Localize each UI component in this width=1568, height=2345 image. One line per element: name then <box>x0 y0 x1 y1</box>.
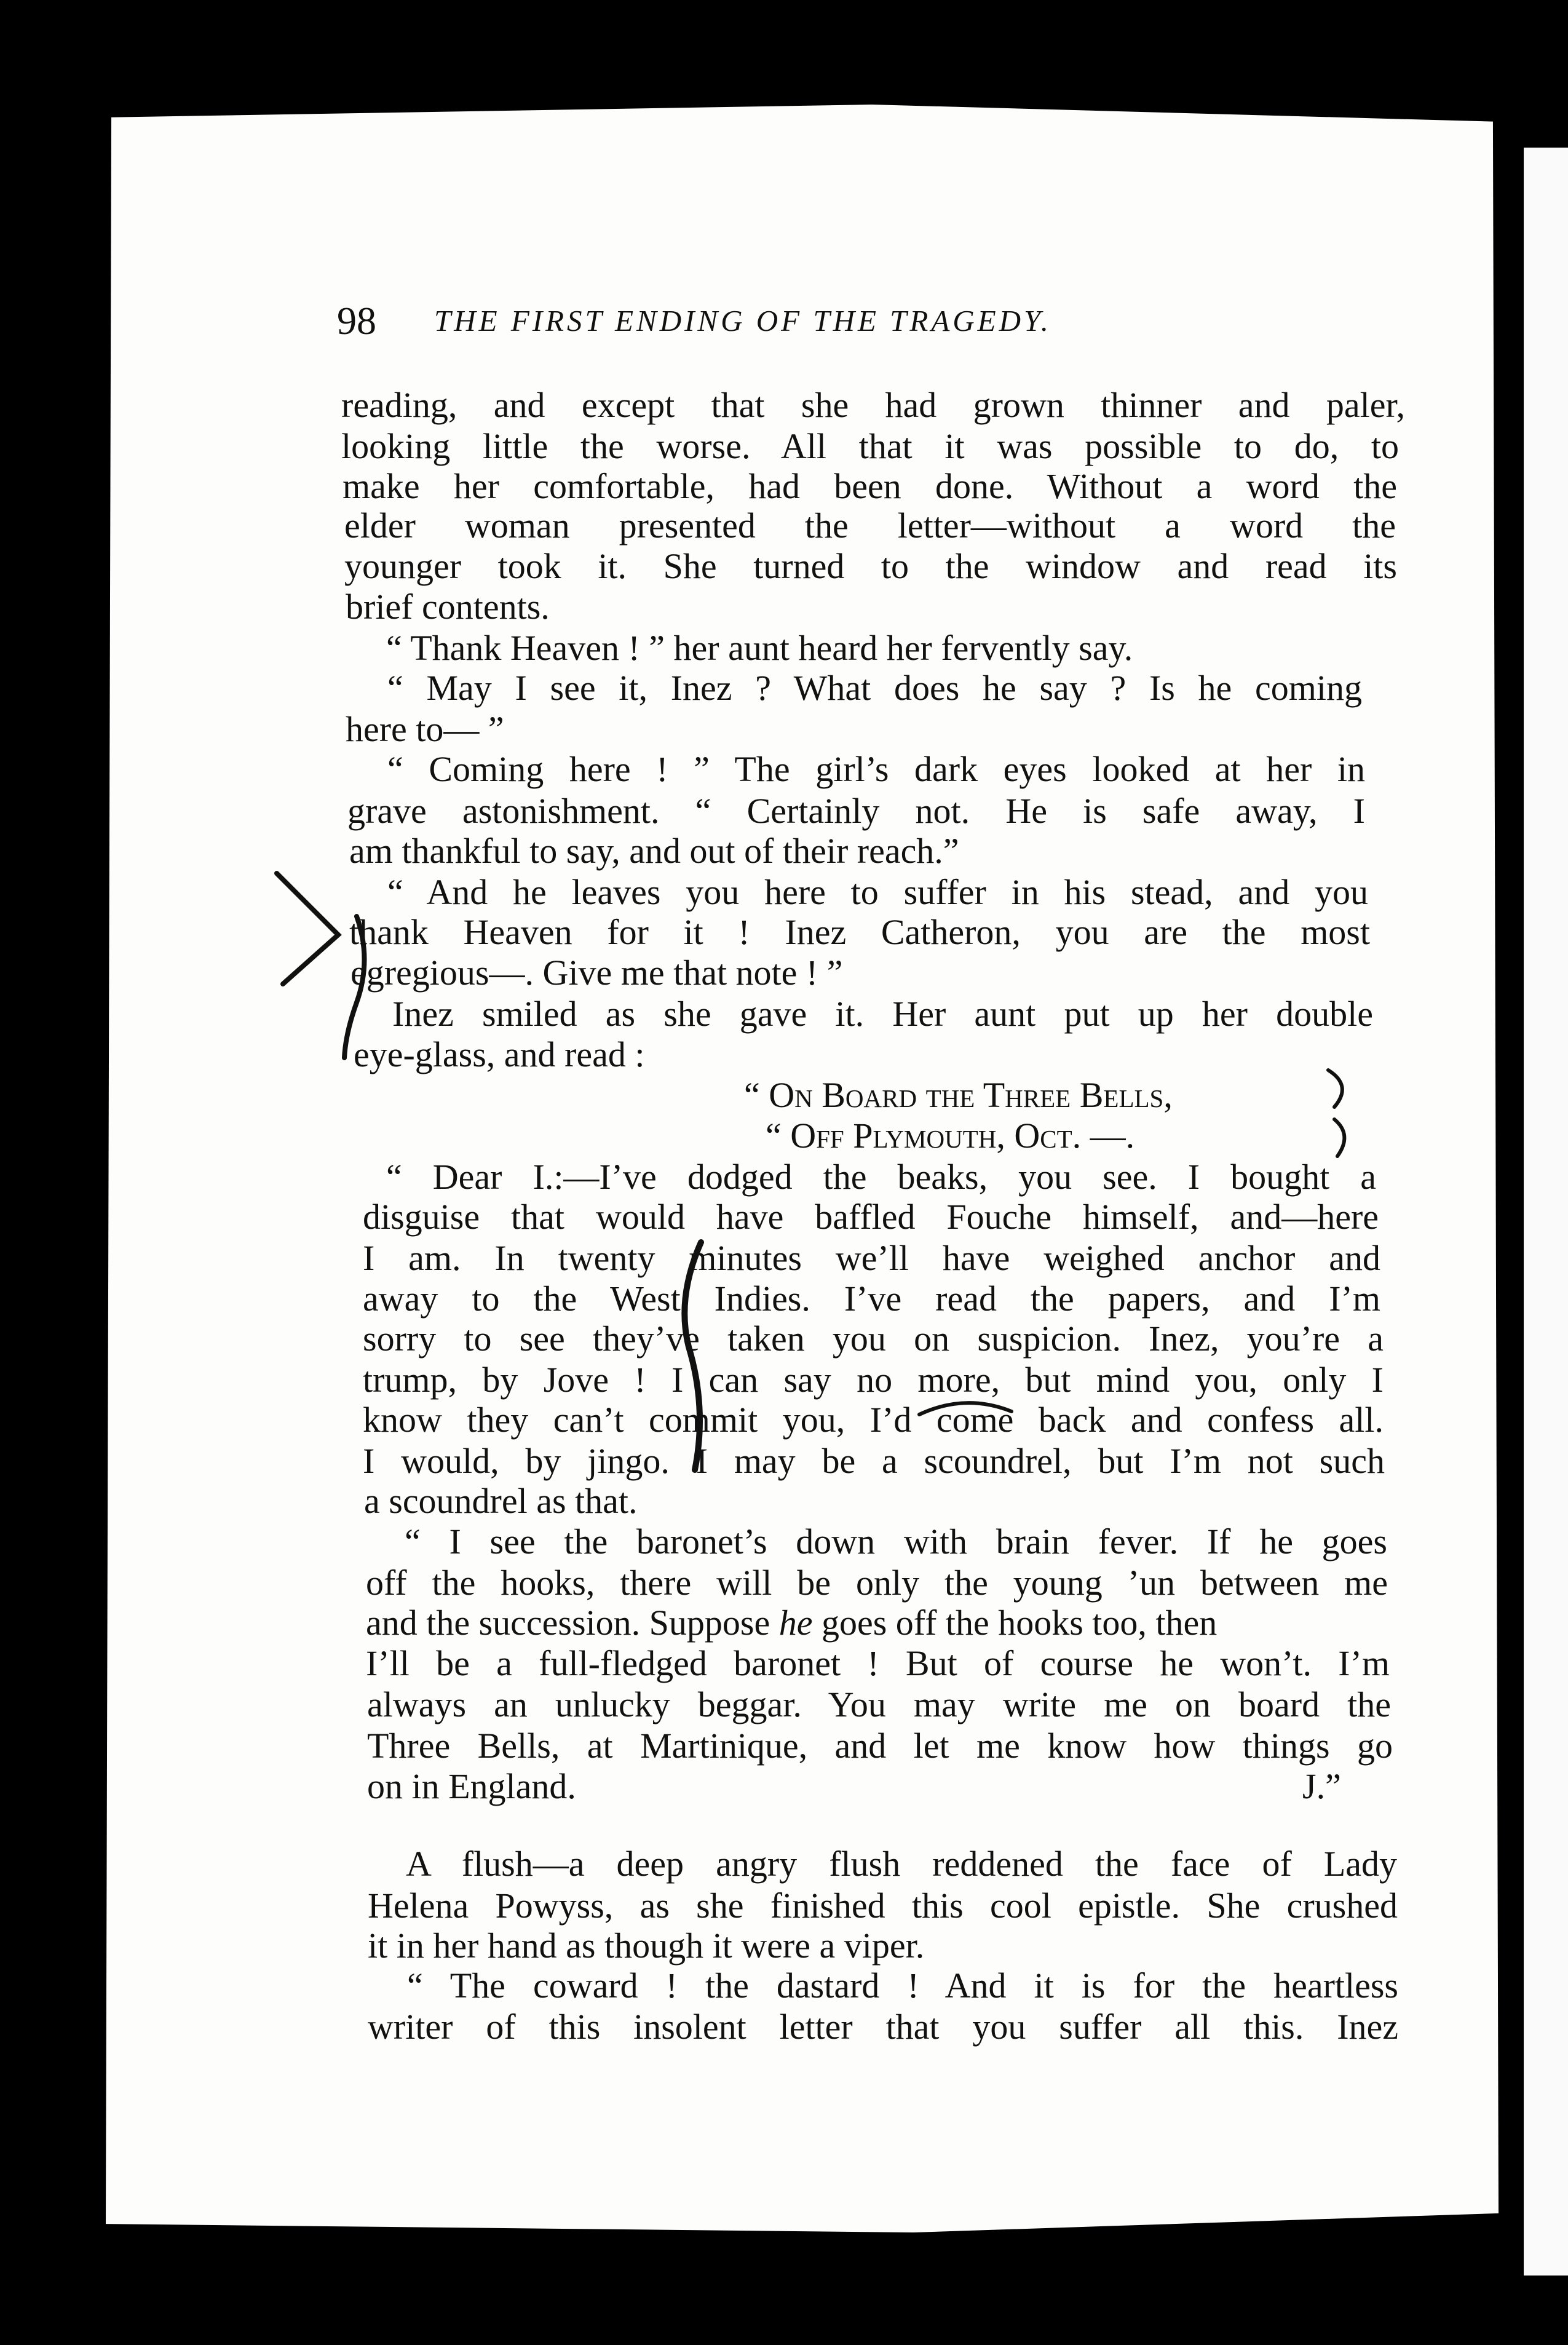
text-line: Inez smiled as she gave it. Her aunt put up her double <box>392 994 1373 1034</box>
text-line: it in her hand as though it were a viper. <box>368 1926 925 1966</box>
letter-signature: J.” <box>1302 1766 1341 1806</box>
text-line: a scoundrel as that. <box>364 1481 638 1521</box>
text-line: writer of this insolent letter that you suffer all this. Inez <box>368 2007 1398 2047</box>
text-line: eye-glass, and read : <box>354 1034 645 1074</box>
text-line: I’ll be a full-fledged baronet ! But of course he won’t. I’m <box>366 1643 1390 1683</box>
text-line: away to the West Indies. I’ve read the papers, and I’m <box>363 1279 1380 1319</box>
text-line: on in England. <box>367 1766 576 1806</box>
text-line: elder woman presented the letter—without a word the <box>344 506 1396 546</box>
text-line: younger took it. She turned to the window and read its <box>344 546 1397 586</box>
text-line: egregious—. Give me that note ! ” <box>350 953 843 993</box>
text-line: am thankful to say, and out of their reach.” <box>349 831 959 871</box>
text-line: Helena Powyss, as she finished this cool epistle. She crushed <box>368 1886 1398 1926</box>
text-line: disguise that would have baffled Fouche himself, and—here <box>363 1197 1379 1237</box>
text-line: always an unlucky beggar. You may write me on board the <box>367 1684 1391 1724</box>
text-line: “ Coming here ! ” The girl’s dark eyes looked at her in <box>387 749 1365 789</box>
text-line: sorry to see they’ve taken you on suspicion. Inez, you’re a <box>363 1319 1384 1359</box>
text-line: “ May I see it, Inez ? What does he say ? Is he coming <box>387 668 1362 708</box>
text-line: thank Heaven for it ! Inez Catheron, you are the most <box>349 912 1370 952</box>
text-line: make her comfortable, had been done. Without a word the <box>343 466 1397 506</box>
text-line: and the succession. Suppose he goes off the hooks too, then <box>366 1603 1218 1643</box>
text-line: “ Dear I.:—I’ve dodged the beaks, you see. I bought a <box>386 1157 1376 1197</box>
text-line: reading, and except that she had grown thinner and paler, <box>341 385 1405 425</box>
text-line: grave astonishment. “ Certainly not. He is safe away, I <box>347 791 1365 831</box>
text-line: I would, by jingo. I may be a scoundrel, but I’m not such <box>363 1441 1385 1481</box>
letter-heading: “ On Board the Three Bells, <box>744 1075 1173 1115</box>
running-head <box>337 298 1259 354</box>
text-line: off the hooks, there will be only the young ’un between me <box>366 1563 1388 1603</box>
text-line: “ The coward ! the dastard ! And it is for the heartless <box>407 1966 1398 2006</box>
text-line: A flush—a deep angry flush reddened the face of Lady <box>406 1844 1397 1884</box>
text-line: “ And he leaves you here to suffer in his stead, and you <box>387 872 1368 912</box>
text-line: trump, by Jove ! I can say no more, but mind you, only I <box>363 1360 1384 1400</box>
letter-heading: “ Off Plymouth, Oct. —. <box>766 1116 1135 1156</box>
adjacent-page-edge <box>1524 148 1568 2276</box>
text-line: “ Thank Heaven ! ” her aunt heard her fervently say. <box>386 628 1133 668</box>
text-line: Three Bells, at Martinique, and let me know how things go <box>367 1726 1393 1766</box>
page-number: 98 <box>337 299 376 343</box>
running-title: THE FIRST ENDING OF THE TRAGEDY. <box>434 304 1051 338</box>
text-line: brief contents. <box>346 587 550 627</box>
text-line: I am. In twenty minutes we’ll have weighed anchor and <box>363 1238 1380 1278</box>
text-line: “ I see the baronet’s down with brain fever. If he goes <box>405 1522 1387 1561</box>
text-line: here to— ” <box>346 709 504 749</box>
text-line: know they can’t commit you, I’d come back and confess all. <box>363 1400 1384 1440</box>
text-line: looking little the worse. All that it was possible to do, to <box>341 426 1399 466</box>
